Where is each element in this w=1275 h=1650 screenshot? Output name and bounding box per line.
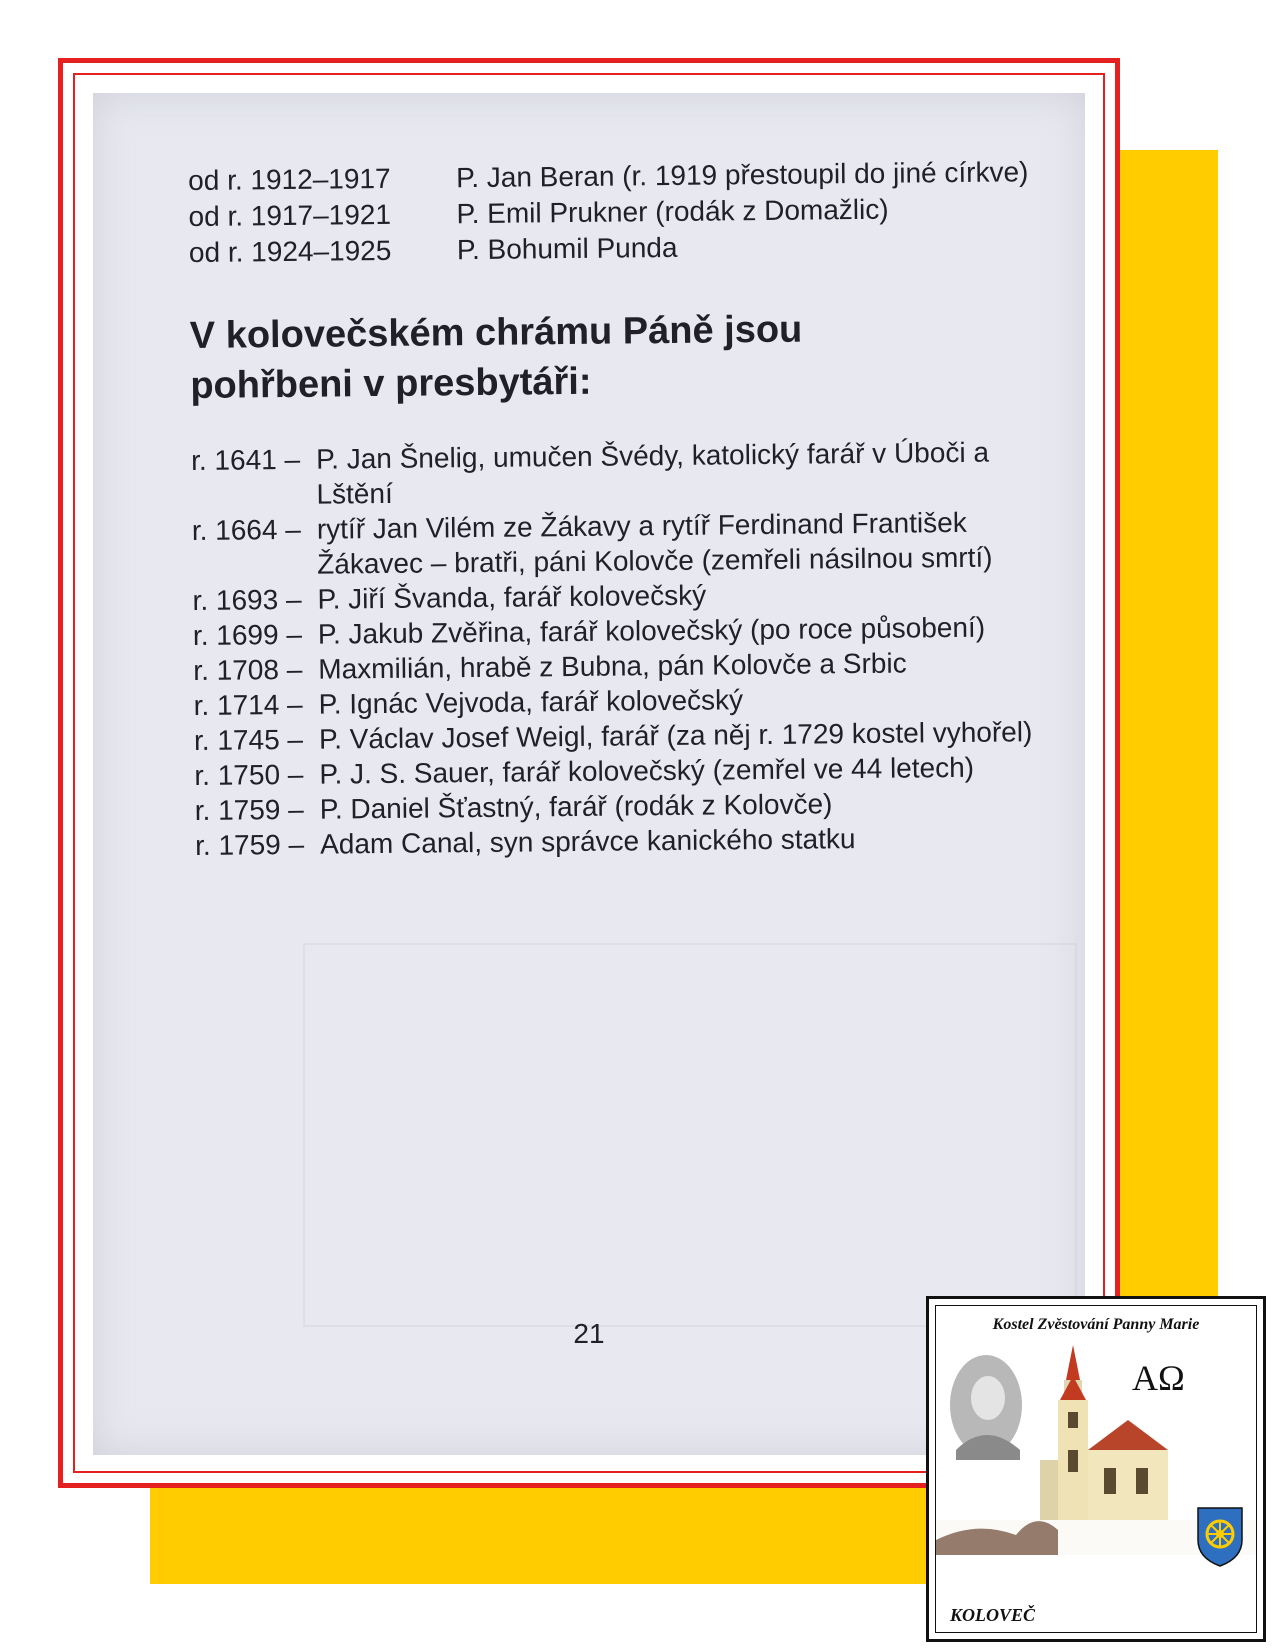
- church-illustration: [936, 1340, 1257, 1610]
- burial-year: r. 1759 –: [194, 828, 305, 861]
- burial-text: P. Ignác Vejvoda, farář kolovečský: [318, 684, 744, 720]
- scanned-page: [93, 93, 1085, 1455]
- burial-text: Adam Canal, syn správce kanického statku: [319, 823, 856, 860]
- logo-footer: KOLOVEČ: [950, 1605, 1036, 1625]
- burial-year: r. 1693 –: [192, 583, 302, 616]
- burial-text: P. J. S. Sauer, farář kolovečský (zemřel ve 44 letech): [319, 751, 975, 790]
- bleed-through-photo: [303, 943, 1077, 1327]
- burial-year: r. 1664 –: [191, 513, 301, 546]
- burial-text: P. Jiří Švanda, farář kolovečský: [317, 579, 707, 615]
- logo-title: Kostel Zvěstování Panny Marie: [992, 1316, 1200, 1333]
- pastor-name: P. Bohumil Punda: [456, 231, 678, 266]
- burial-year: r. 1750 –: [194, 758, 304, 791]
- pastor-period: od r. 1917–1921: [188, 198, 392, 232]
- burial-text: P. Jakub Zvěřina, farář kolovečský (po roce působení): [317, 611, 986, 650]
- alpha-omega-symbol: AΩ: [1132, 1358, 1185, 1398]
- burial-list: [191, 434, 1075, 863]
- pastor-period: od r. 1912–1917: [188, 162, 391, 196]
- pastor-name: P. Emil Prukner (rodák z Domažlic): [456, 193, 889, 230]
- burial-year: r. 1699 –: [192, 618, 303, 651]
- page-content: [188, 154, 1075, 863]
- burial-year: r. 1714 –: [193, 688, 303, 721]
- pastor-name: P. Jan Beran (r. 1919 přestoupil do jiné církve): [456, 156, 1029, 194]
- burial-row: [192, 504, 1073, 583]
- burial-text: Maxmilián, hrabě z Bubna, pán Kolovče a Srbic: [318, 647, 907, 685]
- church-logo: [926, 1296, 1266, 1642]
- burial-year: r. 1708 –: [193, 653, 303, 686]
- logo-inner: [935, 1305, 1257, 1633]
- coat-of-arms: [1198, 1508, 1242, 1566]
- burial-year: r. 1759 –: [194, 793, 304, 826]
- pastor-list: [188, 154, 1069, 271]
- burial-year: r. 1641 –: [190, 443, 301, 476]
- burial-text: P. Václav Josef Weigl, farář (za něj r. 1729 kostel vyhořel): [318, 716, 1033, 755]
- burial-text: P. Daniel Šťastný, farář (rodák z Kolovče): [319, 788, 833, 825]
- page-frame: [58, 58, 1120, 1488]
- burial-row: [191, 434, 1072, 513]
- page-number: 21: [573, 1318, 605, 1349]
- burial-text: rytíř Jan Vilém ze Žákavy a rytíř Ferdinand František Žákavec – bratři, páni Kolovče (zemřeli násilnou smrtí): [316, 506, 993, 580]
- section-heading: V kolovečském chrámu Páně jsou pohřbeni v presbytáři:: [189, 308, 803, 407]
- burial-year: r. 1745 –: [193, 723, 304, 756]
- pastor-period: od r. 1924–1925: [188, 234, 392, 268]
- burial-text: P. Jan Šnelig, umučen Švédy, katolický farář v Úboči a Lštění: [315, 436, 990, 510]
